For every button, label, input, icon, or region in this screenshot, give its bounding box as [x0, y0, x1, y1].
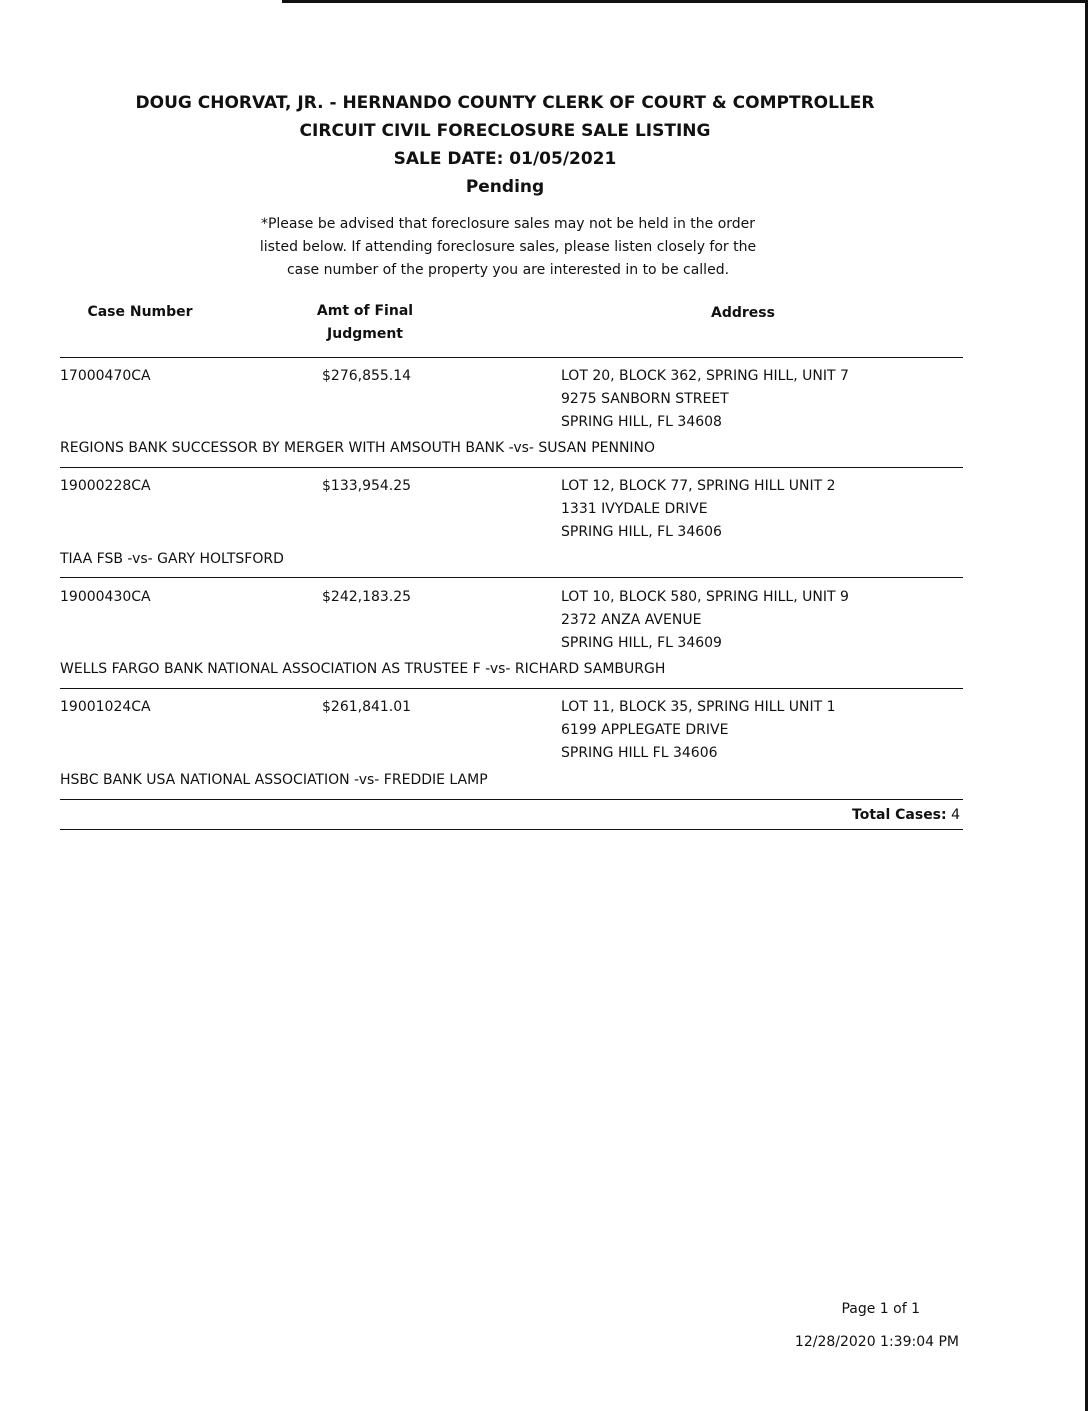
row-rule	[60, 688, 963, 689]
listing-title: CIRCUIT CIVIL FORECLOSURE SALE LISTING	[299, 121, 711, 141]
page-number: Page 1 of 1	[841, 1301, 920, 1317]
column-header-amount: Amt of Final Judgment	[316, 303, 414, 342]
clerk-title: DOUG CHORVAT, JR. - HERNANDO COUNTY CLERK OF COURT & COMPTROLLER	[135, 93, 875, 113]
status-label: Pending	[465, 177, 545, 197]
property-address: LOT 10, BLOCK 580, SPRING HILL, UNIT 9 2372 ANZA AVENUE SPRING HILL, FL 34609	[561, 589, 849, 651]
judgment-amount: $242,183.25	[322, 589, 412, 605]
property-address: LOT 20, BLOCK 362, SPRING HILL, UNIT 7 9275 SANBORN STREET SPRING HILL, FL 34608	[561, 368, 849, 430]
scan-border-top	[282, 0, 1088, 3]
document-header	[0, 89, 1010, 201]
property-address: LOT 11, BLOCK 35, SPRING HILL UNIT 1 6199 APPLEGATE DRIVE SPRING HILL FL 34606	[561, 699, 836, 761]
notice-line: case number of the property you are interested in to be called.	[286, 262, 730, 278]
print-timestamp: 12/28/2020 1:39:04 PM	[794, 1334, 959, 1350]
row-rule	[60, 467, 963, 468]
case-number: 17000470CA	[60, 368, 151, 384]
case-parties: HSBC BANK USA NATIONAL ASSOCIATION -vs- FREDDIE LAMP	[60, 772, 488, 788]
judgment-amount: $133,954.25	[322, 478, 412, 494]
notice-line: listed below. If attending foreclosure sales, please listen closely for the	[259, 239, 757, 255]
case-parties: REGIONS BANK SUCCESSOR BY MERGER WITH AMSOUTH BANK -vs- SUSAN PENNINO	[60, 440, 656, 456]
case-number: 19000430CA	[60, 589, 151, 605]
judgment-amount: $276,855.14	[322, 368, 412, 384]
case-number: 19000228CA	[60, 478, 151, 494]
advisory-notice	[0, 213, 1016, 282]
total-rule	[60, 829, 963, 830]
total-cases-count: 4	[951, 807, 960, 823]
property-address: LOT 12, BLOCK 77, SPRING HILL UNIT 2 1331 IVYDALE DRIVE SPRING HILL, FL 34606	[561, 478, 836, 540]
total-cases-label: Total Cases:	[852, 807, 947, 823]
column-header-case-number: Case Number	[87, 304, 193, 320]
sale-date: SALE DATE: 01/05/2021	[393, 149, 617, 169]
judgment-amount: $261,841.01	[322, 699, 412, 715]
case-number: 19001024CA	[60, 699, 151, 715]
total-cases	[852, 804, 960, 827]
column-header-address: Address	[711, 305, 775, 321]
row-rule	[60, 577, 963, 578]
header-rule	[60, 357, 963, 358]
case-parties: TIAA FSB -vs- GARY HOLTSFORD	[60, 551, 284, 567]
notice-line: *Please be advised that foreclosure sales may not be held in the order	[260, 216, 756, 232]
case-parties: WELLS FARGO BANK NATIONAL ASSOCIATION AS TRUSTEE F -vs- RICHARD SAMBURGH	[60, 661, 666, 677]
row-rule	[60, 799, 963, 800]
